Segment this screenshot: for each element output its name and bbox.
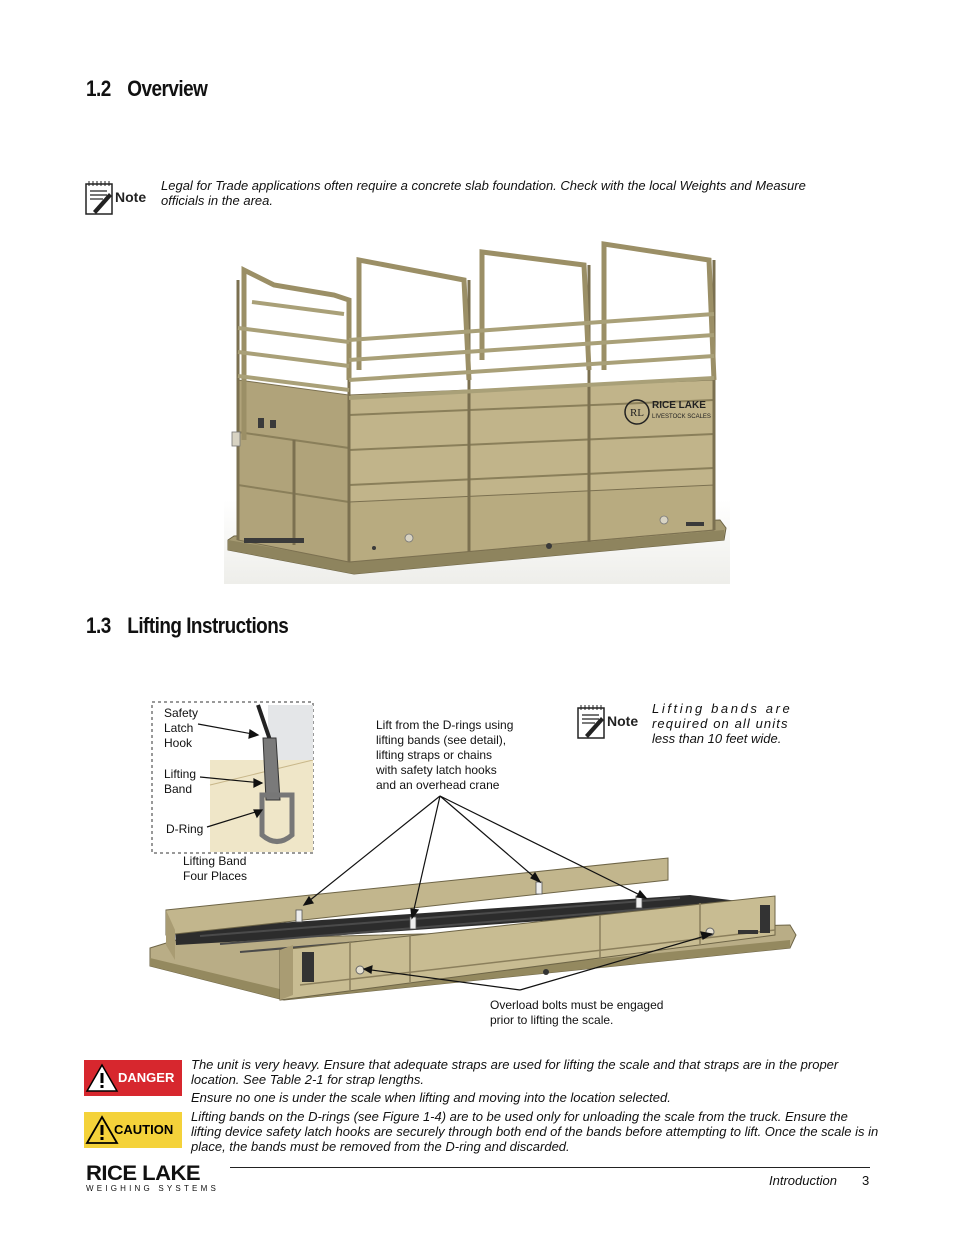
note-label: Note (607, 713, 639, 729)
section-title: Overview (127, 76, 208, 101)
callout-line: and an overhead crane (376, 778, 500, 792)
logo-subtitle: WEIGHING SYSTEMS (86, 1184, 219, 1193)
section-heading-overview (86, 76, 207, 102)
label-line: Lifting (164, 767, 197, 781)
page-number: 3 (862, 1173, 870, 1188)
note-label: Note (115, 189, 147, 205)
label-line: Safety (164, 706, 199, 720)
callout-line: lifting straps or chains (376, 748, 493, 762)
callout-line: with safety latch hooks (376, 763, 497, 777)
label-d-ring: D-Ring (166, 822, 204, 836)
lift-callout (376, 718, 513, 793)
brand-subline: LIVESTOCK SCALES (652, 414, 711, 420)
caption-line: Four Places (183, 869, 248, 883)
caution-badge (84, 1112, 182, 1148)
note-icon (85, 181, 149, 215)
note-line: less than 10 feet wide. (652, 731, 782, 746)
footer-logo (86, 1164, 222, 1194)
livestock-scale-photo (224, 240, 730, 584)
caution-label: CAUTION (114, 1122, 174, 1137)
logo-wordmark: RICE LAKE (86, 1162, 201, 1185)
caution-text: Lifting bands on the D-rings (see Figure 1-4) are to be used only for unloading the scale from the truck. Ensure the lifting device safety latch hooks are securely through both end of the bands before attempting to lift. Once the scale is in place, the bands must be removed from the D-ring and discarded. (191, 1109, 879, 1154)
callout-line: prior to lifting the scale. (490, 1013, 614, 1027)
section-heading-lifting (86, 613, 288, 639)
callout-line: Overload bolts must be engaged (490, 998, 664, 1012)
brand-monogram: RL (629, 407, 645, 419)
label-line: Latch (164, 721, 194, 735)
overload-callout (490, 998, 663, 1028)
label-line: Band (164, 782, 193, 796)
note-line: Lifting bands are (652, 701, 793, 716)
danger-text (191, 1057, 881, 1105)
label-safety-latch-hook (164, 706, 198, 751)
footer-section: Introduction (769, 1173, 837, 1188)
section-title: Lifting Instructions (127, 613, 289, 638)
note-icon (577, 705, 641, 739)
section-number: 1.2 (86, 76, 111, 101)
danger-badge (84, 1060, 182, 1096)
section-number: 1.3 (86, 613, 111, 638)
lifting-note-text (652, 701, 802, 746)
callout-line: lifting bands (see detail), (376, 733, 507, 747)
footer-rule (230, 1167, 870, 1168)
danger-line: The unit is very heavy. Ensure that adequate straps are used for lifting the scale and that straps are in the proper location. See Table 2-1 for strap lengths. (191, 1057, 839, 1087)
label-line: Hook (164, 736, 193, 750)
danger-label: DANGER (118, 1070, 175, 1085)
label-lifting-band (164, 767, 196, 797)
caption-line: Lifting Band (183, 854, 247, 868)
brand-name: RICE LAKE (652, 400, 706, 411)
detail-caption (183, 854, 247, 884)
danger-line: Ensure no one is under the scale when lifting and moving into the location selected. (191, 1090, 671, 1105)
overview-note-text: Legal for Trade applications often require a concrete slab foundation. Check with the local Weights and Measure officials in the area. (161, 178, 806, 208)
note-line: required on all units (652, 716, 789, 731)
callout-line: Lift from the D-rings using (376, 718, 514, 732)
